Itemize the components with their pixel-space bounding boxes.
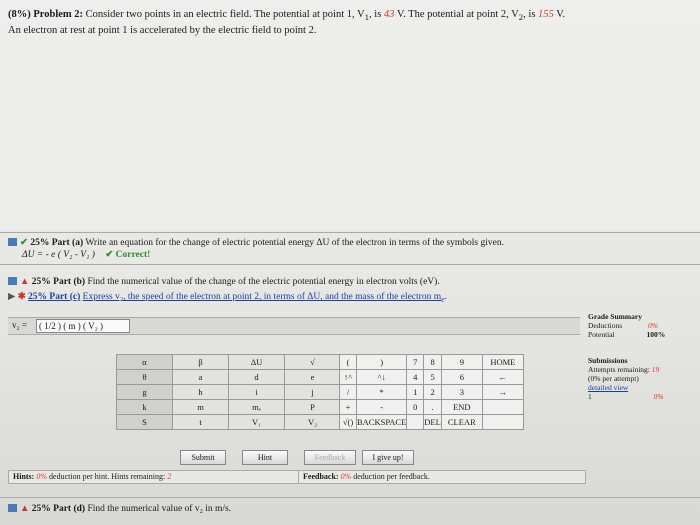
feedback-button[interactable]: Feedback <box>304 450 356 465</box>
pad-key[interactable] <box>407 415 424 430</box>
v2-value: 155 <box>538 9 554 20</box>
check-icon: ✔ <box>20 238 28 248</box>
symbol-key[interactable]: S <box>117 415 173 430</box>
symbol-key[interactable]: V₁ <box>229 415 285 430</box>
symbol-key[interactable]: j <box>285 385 341 400</box>
submissions-panel: Submissions Attempts remaining: 19 (0% per attempt) detailed view 1 0% <box>588 356 664 401</box>
pad-key[interactable]: END <box>441 400 482 415</box>
symbol-palette <box>116 354 341 430</box>
pad-key[interactable]: 1 <box>407 385 424 400</box>
problem-weight: (8%) <box>8 9 31 20</box>
pad-key[interactable]: ) <box>357 355 407 370</box>
pad-key[interactable] <box>482 415 523 430</box>
symbol-key[interactable]: √ <box>285 355 341 370</box>
feedback-bar: Feedback: 0% deduction per feedback. <box>298 470 586 484</box>
divider <box>0 264 700 265</box>
problem-line2: An electron at rest at point 1 is accelerated by the electric field to point 2. <box>8 25 317 37</box>
pad-key[interactable] <box>482 400 523 415</box>
part-icon <box>8 504 17 512</box>
answer-input[interactable]: ( 1/2 ) ( m ) ( V₂ ) <box>36 319 130 333</box>
pad-key[interactable]: / <box>340 385 357 400</box>
symbol-key[interactable]: ΔU <box>229 355 285 370</box>
hints-bar: Hints: 0% deduction per hint. Hints remaining: 2 <box>8 470 299 484</box>
pad-key[interactable]: 8 <box>424 355 442 370</box>
symbol-key[interactable]: a <box>173 370 229 385</box>
part-b[interactable]: ▲ 25% Part (b) Find the numerical value of the change of the electric potential energy in electron volts (eV). <box>8 276 440 288</box>
warning-icon: ▲ <box>20 277 30 287</box>
pad-key[interactable]: 9 <box>441 355 482 370</box>
symbol-key[interactable]: k <box>117 400 173 415</box>
warning-icon: ▲ <box>20 504 30 514</box>
pad-key[interactable]: ^↓ <box>357 370 407 385</box>
pad-key[interactable]: ( <box>340 355 357 370</box>
symbol-key[interactable]: β <box>173 355 229 370</box>
answer-label: v₂ = <box>12 320 27 330</box>
grade-summary: Grade Summary Deductions 0% Potential 100% <box>588 312 666 339</box>
symbol-key[interactable]: P <box>285 400 341 415</box>
detailed-view-link[interactable]: detailed view <box>588 383 629 392</box>
pad-key[interactable]: + <box>340 400 357 415</box>
symbol-key[interactable]: t <box>173 415 229 430</box>
pad-key[interactable]: BACKSPACE <box>357 415 407 430</box>
pad-key[interactable]: → <box>482 385 523 400</box>
pad-key[interactable]: . <box>424 400 442 415</box>
give-up-button[interactable]: I give up! <box>362 450 414 465</box>
symbol-key[interactable]: θ <box>117 370 173 385</box>
part-a-answer: ΔU = - e ( V₂ - V₁ ) ✔ Correct! <box>22 250 151 260</box>
pad-key[interactable]: 7 <box>407 355 424 370</box>
pad-key[interactable]: - <box>357 400 407 415</box>
pad-key[interactable]: 6 <box>441 370 482 385</box>
pad-key[interactable]: HOME <box>482 355 523 370</box>
symbol-key[interactable]: i <box>229 385 285 400</box>
hint-button[interactable]: Hint <box>242 450 288 465</box>
pad-key[interactable]: 0 <box>407 400 424 415</box>
pad-key[interactable]: CLEAR <box>441 415 482 430</box>
problem-title: Problem 2: <box>33 9 84 20</box>
part-a: ✔ 25% Part (a) Write an equation for the change of electric potential energy ΔU of the electron in terms of the symbols given. <box>8 237 504 249</box>
figure-area <box>0 40 700 230</box>
part-icon <box>8 238 17 246</box>
symbol-key[interactable]: mₑ <box>229 400 285 415</box>
v1-value: 43 <box>383 9 395 20</box>
symbol-key[interactable]: h <box>173 385 229 400</box>
submit-button[interactable]: Submit <box>180 450 226 465</box>
symbol-key[interactable]: g <box>117 385 173 400</box>
pad-key[interactable]: DEL <box>424 415 442 430</box>
symbol-key[interactable]: V₂ <box>285 415 341 430</box>
part-c[interactable]: ▶ ✱ 25% Part (c) Express v₂, the speed of the electron at point 2, in terms of ΔU, and the mass of the electron $m_e$. <box>8 292 447 304</box>
correct-badge: ✔ Correct! <box>105 250 151 260</box>
pad-key[interactable]: √() <box>340 415 357 430</box>
pad-key[interactable]: 5 <box>424 370 442 385</box>
symbol-key[interactable]: d <box>229 370 285 385</box>
pad-key[interactable]: * <box>357 385 407 400</box>
pad-key[interactable]: 3 <box>441 385 482 400</box>
symbol-key[interactable]: e <box>285 370 341 385</box>
symbol-key[interactable]: m <box>173 400 229 415</box>
pad-key[interactable]: ← <box>482 370 523 385</box>
play-icon: ▶ <box>8 292 16 302</box>
pad-key[interactable]: ↑^ <box>340 370 357 385</box>
keypad <box>339 354 524 430</box>
symbol-key[interactable]: α <box>117 355 173 370</box>
part-icon <box>8 277 17 285</box>
pad-key[interactable]: 4 <box>407 370 424 385</box>
problem-statement: (8%) Problem 2: Consider two points in an electric field. The potential at point 1, $V_1$, is 43 V. The potential at point 2, $V_2$, is 155 V. An electron at rest at point 1 is accelerated by the electric field to point 2. <box>8 8 688 37</box>
divider <box>0 232 700 233</box>
part-d[interactable]: ▲ 25% Part (d) Find the numerical value of v₂ in m/s. <box>8 503 231 515</box>
pad-key[interactable]: 2 <box>424 385 442 400</box>
divider <box>0 497 700 498</box>
flag-icon: ✱ <box>17 292 26 302</box>
